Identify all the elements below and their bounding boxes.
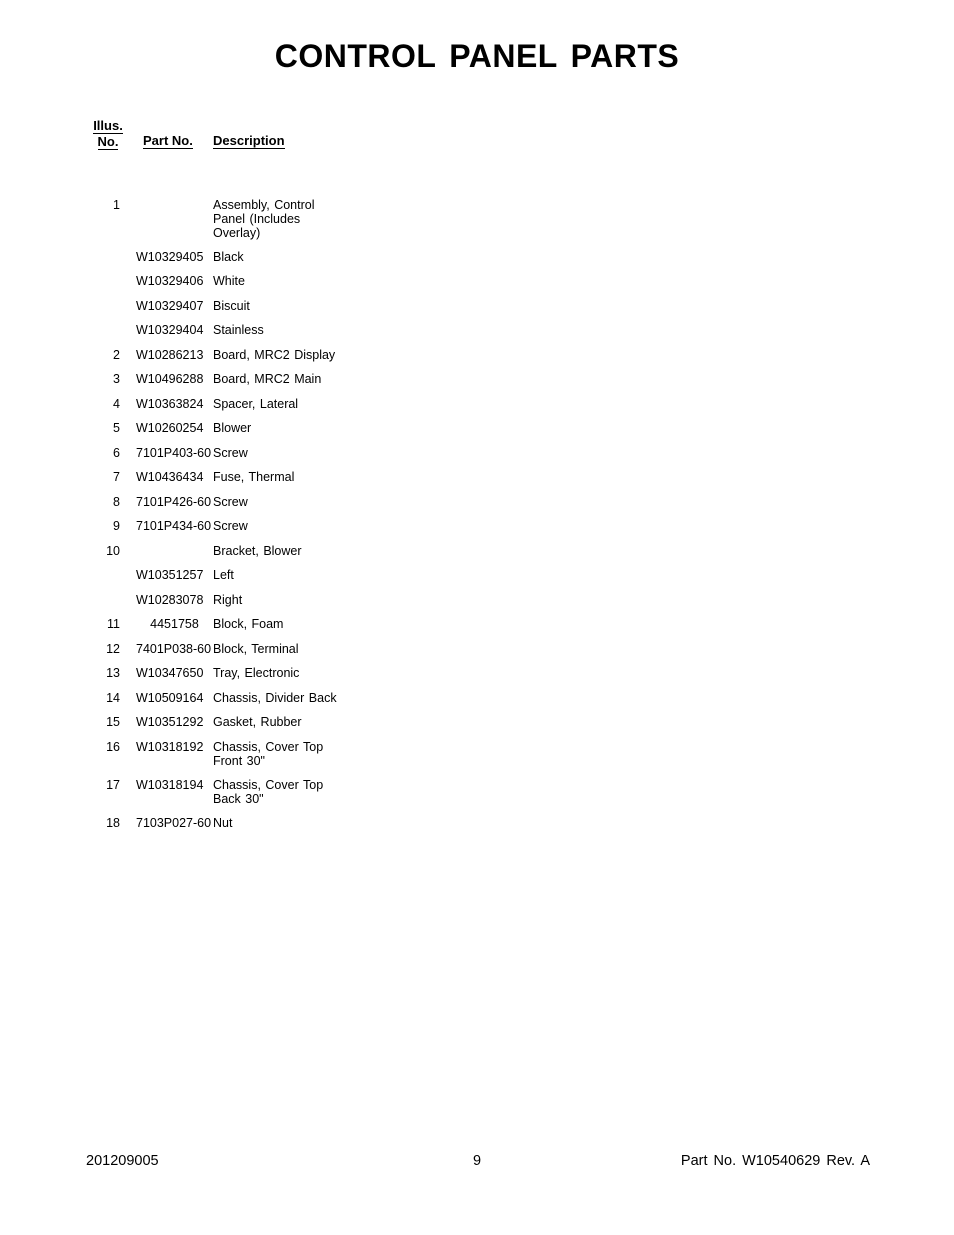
table-row <box>0 568 341 582</box>
table-row <box>0 250 341 264</box>
footer-part-number: Part No. W10540629 Rev. A <box>680 1153 870 1169</box>
illus-no-cell: 14 <box>106 690 120 705</box>
table-row <box>0 421 341 435</box>
table-row <box>0 198 341 240</box>
illus-no-cell: 10 <box>106 543 120 558</box>
description-cell: Gasket, Rubber <box>213 715 302 729</box>
table-row <box>0 495 341 509</box>
description-cell: Tray, Electronic <box>213 666 300 680</box>
table-row <box>0 816 341 830</box>
description-cell: Screw <box>213 519 248 533</box>
header-part-no: Part No. <box>143 133 193 148</box>
illus-no-cell: 15 <box>106 715 120 729</box>
illus-no-cell: 6 <box>113 445 120 460</box>
header-illus-line2: No. <box>97 134 119 149</box>
table-row <box>0 642 341 656</box>
table-row <box>0 348 341 362</box>
illus-no-cell: 18 <box>106 815 120 830</box>
description-cell: Board, MRC2 Display <box>213 347 336 362</box>
illus-no-cell: 7 <box>113 470 120 484</box>
illus-no-cell: 9 <box>113 519 120 533</box>
header-illus-line1: Illus. <box>93 118 123 133</box>
footer-doc-code: 201209005 <box>86 1153 159 1169</box>
part-no-cell: W10496288 <box>136 372 204 386</box>
table-row <box>0 544 341 558</box>
table-row <box>0 323 341 337</box>
part-no-cell: 7101P426-60 <box>136 494 212 509</box>
part-no-cell: 7103P027-60 <box>136 815 212 830</box>
part-no-cell: 7101P434-60 <box>136 519 212 533</box>
description-cell: Left <box>213 568 234 582</box>
description-cell: Right <box>213 592 243 607</box>
part-no-cell: 7401P038-60 <box>136 641 212 656</box>
description-cell: Chassis, Cover Top Front 30" <box>213 739 324 768</box>
description-cell: Biscuit <box>213 298 250 313</box>
description-cell: Fuse, Thermal <box>213 470 295 484</box>
table-row <box>0 372 341 386</box>
illus-no-cell: 13 <box>106 666 120 680</box>
header-description: Description <box>213 133 285 148</box>
part-no-cell: W10283078 <box>136 592 204 607</box>
part-no-cell: W10329406 <box>136 274 204 288</box>
description-cell: Chassis, Divider Back <box>213 690 337 705</box>
table-row <box>0 778 341 806</box>
description-cell: White <box>213 274 245 288</box>
description-cell: Screw <box>213 494 248 509</box>
part-no-cell: W10436434 <box>136 470 204 484</box>
part-no-cell: W10286213 <box>136 347 204 362</box>
table-header <box>0 118 954 154</box>
part-no-cell: 7101P403-60 <box>136 445 212 460</box>
description-cell: Bracket, Blower <box>213 543 302 558</box>
illus-no-cell: 17 <box>106 777 120 792</box>
part-no-cell: W10318194 <box>136 777 204 792</box>
description-cell: Blower <box>213 421 252 435</box>
table-row <box>0 397 341 411</box>
description-cell: Black <box>213 249 244 264</box>
part-no-cell: W10347650 <box>136 666 204 680</box>
part-no-cell: W10329404 <box>136 323 204 337</box>
part-no-cell: W10260254 <box>136 421 204 435</box>
part-no-cell: W10318192 <box>136 739 204 754</box>
footer-page-number: 9 <box>472 1153 482 1169</box>
description-cell: Screw <box>213 445 248 460</box>
description-cell: Block, Foam <box>213 617 284 631</box>
part-no-cell: W10329407 <box>136 298 204 313</box>
page-title: CONTROL PANEL PARTS <box>274 38 680 74</box>
description-cell: Nut <box>213 815 233 830</box>
description-cell: Chassis, Cover Top Back 30" <box>213 777 324 806</box>
illus-no-cell: 3 <box>113 372 120 386</box>
table-row <box>0 740 341 768</box>
illus-no-cell: 5 <box>113 421 120 435</box>
description-cell: Stainless <box>213 323 264 337</box>
part-no-cell: W10329405 <box>136 249 204 264</box>
table-row <box>0 715 341 729</box>
table-row <box>0 617 341 631</box>
table-row <box>0 446 341 460</box>
table-row <box>0 519 341 533</box>
table-row <box>0 470 341 484</box>
illus-no-cell: 12 <box>106 641 120 656</box>
illus-no-cell: 4 <box>113 396 120 411</box>
illus-no-cell: 2 <box>113 347 120 362</box>
part-no-cell: W10351292 <box>136 715 204 729</box>
description-cell: Board, MRC2 Main <box>213 372 322 386</box>
table-row <box>0 299 341 313</box>
description-cell: Spacer, Lateral <box>213 396 299 411</box>
table-row <box>0 274 341 288</box>
illus-no-cell: 16 <box>106 739 120 754</box>
illus-no-cell: 11 <box>107 617 120 631</box>
description-cell: Assembly, Control Panel (Includes Overlay) <box>213 197 315 240</box>
illus-no-cell: 8 <box>113 494 120 509</box>
illus-no-cell: 1 <box>113 197 120 212</box>
description-cell: Block, Terminal <box>213 641 299 656</box>
part-no-cell: W10351257 <box>136 568 204 582</box>
part-no-cell: W10363824 <box>136 396 204 411</box>
table-row <box>0 666 341 680</box>
header-illus-no <box>92 118 124 150</box>
table-row <box>0 593 341 607</box>
part-no-cell: 4451758 <box>150 617 199 631</box>
part-no-cell: W10509164 <box>136 690 204 705</box>
table-row <box>0 691 341 705</box>
